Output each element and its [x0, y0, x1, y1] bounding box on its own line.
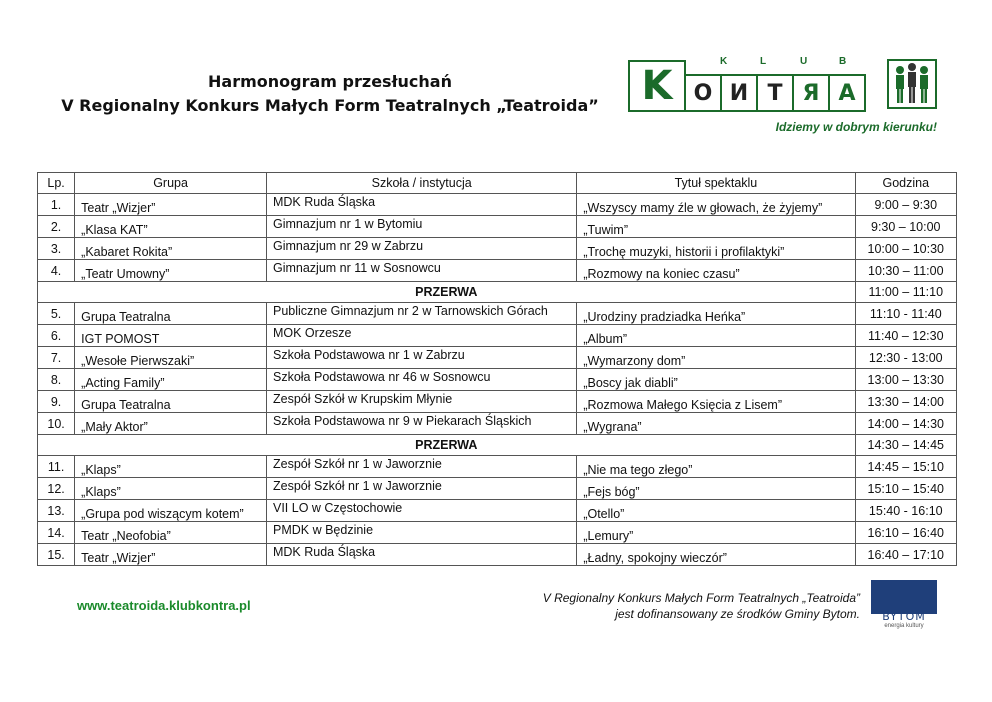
row-school: PMDK w Będzinie — [266, 522, 576, 544]
logo-klub-letter: L — [760, 56, 767, 67]
bytom-logo — [871, 580, 937, 629]
row-time: 16:40 – 17:10 — [855, 544, 956, 566]
row-title: „Album” — [577, 325, 855, 347]
break-label: PRZERWA — [38, 282, 856, 303]
title-line-2: V Regionalny Konkurs Małych Form Teatralnych „Teatroida” — [61, 96, 599, 115]
row-school: Szkoła Podstawowa nr 46 w Sosnowcu — [266, 369, 576, 391]
table-row — [38, 238, 957, 260]
title-line-1: Harmonogram przesłuchań — [208, 72, 452, 91]
row-number: 15. — [38, 544, 75, 566]
row-number: 3. — [38, 238, 75, 260]
row-number: 8. — [38, 369, 75, 391]
row-group: Teatr „Neofobia” — [75, 522, 267, 544]
row-title: „Boscy jak diabli” — [577, 369, 855, 391]
break-time: 14:30 – 14:45 — [855, 435, 956, 456]
logo-letter-box: О — [684, 74, 722, 112]
row-number: 7. — [38, 347, 75, 369]
row-school: MDK Ruda Śląska — [266, 544, 576, 566]
row-group: „Wesołe Pierwszaki” — [75, 347, 267, 369]
row-group: „Klaps” — [75, 456, 267, 478]
row-title: „Otello” — [577, 500, 855, 522]
row-school: Szkoła Podstawowa nr 1 w Zabrzu — [266, 347, 576, 369]
break-row — [38, 282, 957, 303]
schedule-table — [37, 172, 957, 566]
row-group: „Klaps” — [75, 478, 267, 500]
logo-klub-letter: B — [839, 56, 847, 67]
row-school: Gimnazjum nr 1 w Bytomiu — [266, 216, 576, 238]
row-school: Zespół Szkół w Krupskim Młynie — [266, 391, 576, 413]
row-number: 10. — [38, 413, 75, 435]
row-time: 14:00 – 14:30 — [855, 413, 956, 435]
logo-letter-boxes — [628, 60, 866, 112]
row-number: 1. — [38, 194, 75, 216]
row-time: 11:40 – 12:30 — [855, 325, 956, 347]
logo-klub-letter: K — [720, 56, 728, 67]
header-time: Godzina — [855, 173, 956, 194]
row-group: Grupa Teatralna — [75, 391, 267, 413]
row-group: Teatr „Wizjer” — [75, 194, 267, 216]
row-title: „Wygrana” — [577, 413, 855, 435]
header-group: Grupa — [75, 173, 267, 194]
row-title: „Tuwim” — [577, 216, 855, 238]
klub-kontra-logo — [628, 56, 943, 138]
row-time: 10:00 – 10:30 — [855, 238, 956, 260]
bytom-logo-square — [871, 580, 937, 614]
table-row — [38, 413, 957, 435]
table-row — [38, 303, 957, 325]
header-lp: Lp. — [38, 173, 75, 194]
table-row — [38, 500, 957, 522]
row-time: 16:10 – 16:40 — [855, 522, 956, 544]
row-school: Gimnazjum nr 11 w Sosnowcu — [266, 260, 576, 282]
row-group: „Acting Family” — [75, 369, 267, 391]
row-time: 14:45 – 15:10 — [855, 456, 956, 478]
table-row — [38, 369, 957, 391]
bytom-logo-subtitle: energia kultury — [884, 623, 924, 629]
row-time: 13:30 – 14:00 — [855, 391, 956, 413]
bytom-logo-name: BYTOM — [882, 610, 926, 623]
logo-klub-letter: U — [800, 56, 808, 67]
table-row — [38, 391, 957, 413]
row-number: 4. — [38, 260, 75, 282]
row-number: 11. — [38, 456, 75, 478]
row-title: „Lemury” — [577, 522, 855, 544]
row-title: „Nie ma tego złego” — [577, 456, 855, 478]
row-time: 15:10 – 15:40 — [855, 478, 956, 500]
row-time: 10:30 – 11:00 — [855, 260, 956, 282]
table-row — [38, 216, 957, 238]
row-number: 6. — [38, 325, 75, 347]
row-group: Teatr „Wizjer” — [75, 544, 267, 566]
logo-letter-box: А — [828, 74, 866, 112]
row-time: 13:00 – 13:30 — [855, 369, 956, 391]
row-group: „Teatr Umowny” — [75, 260, 267, 282]
document-title — [40, 70, 620, 118]
break-label: PRZERWA — [38, 435, 856, 456]
table-row — [38, 478, 957, 500]
row-group: „Grupa pod wiszącym kotem” — [75, 500, 267, 522]
funding-line-1: V Regionalny Konkurs Małych Form Teatralnych „Teatroida” — [542, 591, 860, 605]
row-group: IGT POMOST — [75, 325, 267, 347]
row-time: 9:00 – 9:30 — [855, 194, 956, 216]
logo-letter-box: Я — [792, 74, 830, 112]
row-time: 11:10 - 11:40 — [855, 303, 956, 325]
row-group: Grupa Teatralna — [75, 303, 267, 325]
row-title: „Ładny, spokojny wieczór” — [577, 544, 855, 566]
row-school: MDK Ruda Śląska — [266, 194, 576, 216]
header-school: Szkoła / instytucja — [266, 173, 576, 194]
row-time: 9:30 – 10:00 — [855, 216, 956, 238]
row-group: „Mały Aktor” — [75, 413, 267, 435]
row-school: MOK Orzesze — [266, 325, 576, 347]
row-group: „Kabaret Rokita” — [75, 238, 267, 260]
row-number: 2. — [38, 216, 75, 238]
row-number: 13. — [38, 500, 75, 522]
funding-note — [543, 590, 860, 622]
row-group: „Klasa KAT” — [75, 216, 267, 238]
table-row — [38, 260, 957, 282]
people-icon — [886, 58, 938, 110]
logo-slogan: Idziemy w dobrym kierunku! — [775, 120, 937, 134]
row-title: „Trochę muzyki, historii i profilaktyki” — [577, 238, 855, 260]
funding-line-2: jest dofinansowany ze środków Gminy Bytom. — [615, 607, 860, 621]
header-title: Tytuł spektaklu — [577, 173, 855, 194]
break-time: 11:00 – 11:10 — [855, 282, 956, 303]
row-title: „Fejs bóg” — [577, 478, 855, 500]
row-school: Zespół Szkół nr 1 w Jaworznie — [266, 478, 576, 500]
logo-letter-box: K — [628, 60, 686, 112]
row-title: „Wszyscy mamy źle w głowach, że żyjemy” — [577, 194, 855, 216]
row-time: 12:30 - 13:00 — [855, 347, 956, 369]
table-row — [38, 544, 957, 566]
break-row — [38, 435, 957, 456]
row-title: „Rozmowy na koniec czasu” — [577, 260, 855, 282]
table-header-row — [38, 173, 957, 194]
row-number: 5. — [38, 303, 75, 325]
row-school: Gimnazjum nr 29 w Zabrzu — [266, 238, 576, 260]
table-row — [38, 325, 957, 347]
table-row — [38, 194, 957, 216]
website-url[interactable]: www.teatroida.klubkontra.pl — [77, 598, 251, 613]
row-title: „Rozmowa Małego Księcia z Lisem” — [577, 391, 855, 413]
row-school: Zespół Szkół nr 1 w Jaworznie — [266, 456, 576, 478]
row-time: 15:40 - 16:10 — [855, 500, 956, 522]
row-number: 9. — [38, 391, 75, 413]
row-school: Publiczne Gimnazjum nr 2 w Tarnowskich Górach — [266, 303, 576, 325]
row-title: „Wymarzony dom” — [577, 347, 855, 369]
row-number: 12. — [38, 478, 75, 500]
logo-letter-box: Т — [756, 74, 794, 112]
logo-letter-box: И — [720, 74, 758, 112]
row-number: 14. — [38, 522, 75, 544]
table-row — [38, 456, 957, 478]
table-row — [38, 347, 957, 369]
row-title: „Urodziny pradziadka Heńka” — [577, 303, 855, 325]
row-school: VII LO w Częstochowie — [266, 500, 576, 522]
table-row — [38, 522, 957, 544]
row-school: Szkoła Podstawowa nr 9 w Piekarach Śląskich — [266, 413, 576, 435]
